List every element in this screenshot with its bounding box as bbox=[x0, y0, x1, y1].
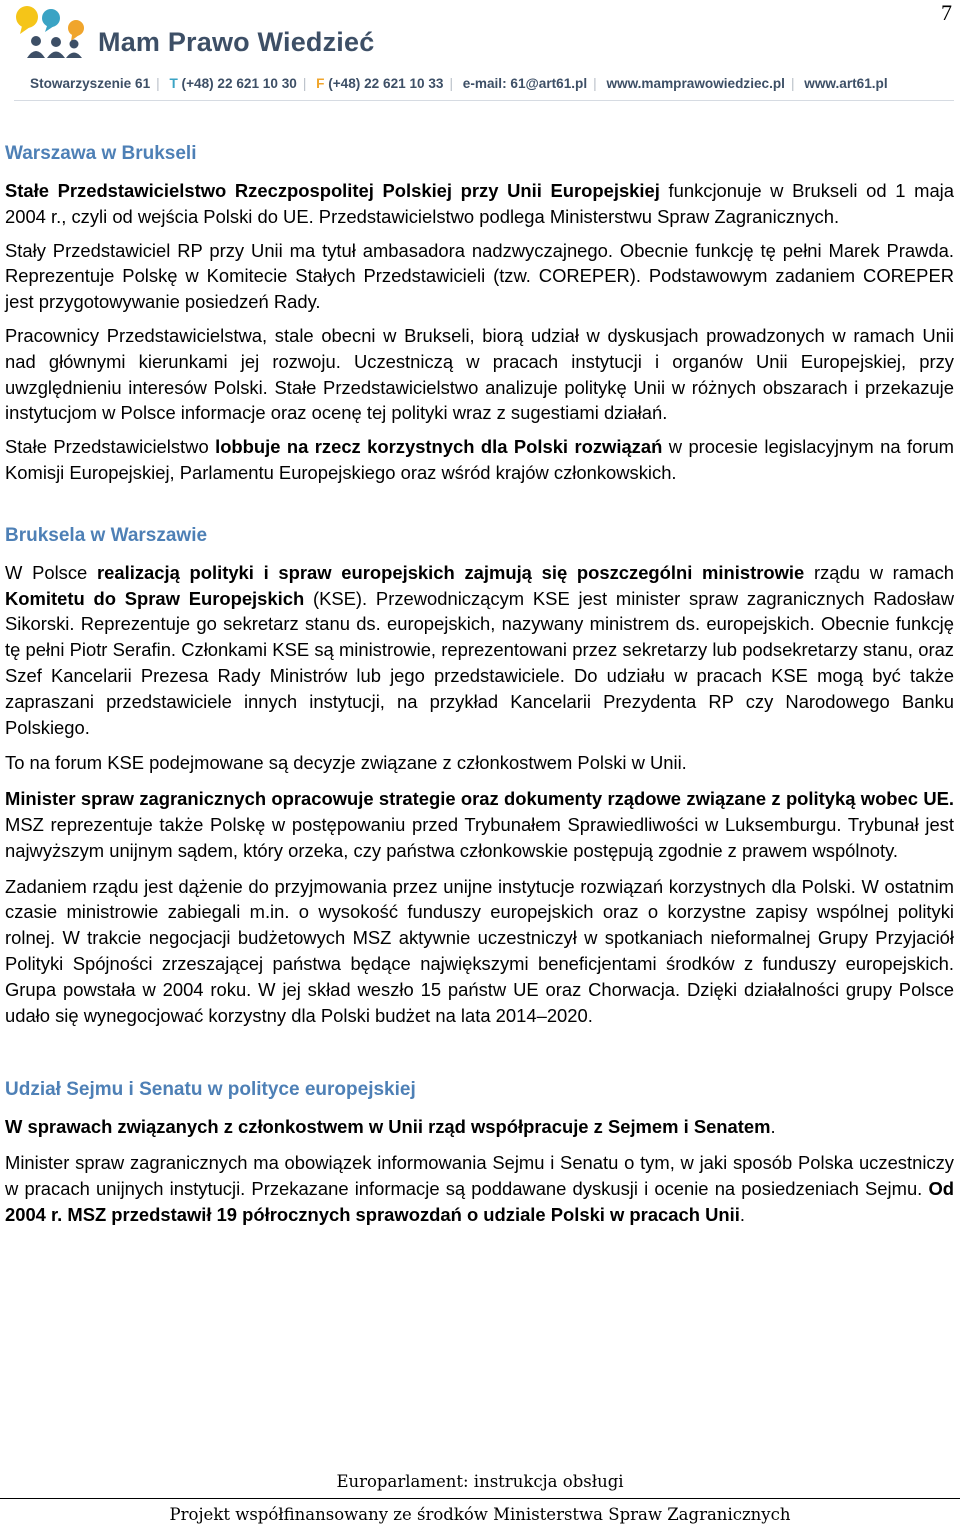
bold-text: Od 2004 r. MSZ przedstawił 19 półrocznych sprawozdań o udziale Polski w pracach Unii bbox=[5, 1177, 954, 1225]
paragraph-text: w procesie legislacyjnym na forum Komisji Europejskiej, Parlamentu Europejskiego oraz wśród krajów członkowskich. bbox=[5, 436, 954, 483]
paragraph-text: Stałe Przedstawicielstwo bbox=[5, 436, 216, 458]
org-name: Stowarzyszenie 61 bbox=[30, 76, 151, 91]
paragraph-text: . bbox=[770, 1116, 776, 1138]
page-number: 7 bbox=[941, 0, 952, 25]
website-link-2[interactable]: www.art61.pl bbox=[804, 76, 888, 91]
paragraph bbox=[5, 434, 954, 486]
website-link-1[interactable]: www.mamprawowiedziec.pl bbox=[606, 76, 785, 91]
bold-text: Stałe Przedstawicielstwo Rzeczpospolitej Polskiej przy Unii Europejskiej bbox=[5, 180, 660, 201]
paragraph: Stały Przedstawiciel RP przy Unii ma tytuł ambasadora nadzwyczajnego. Obecnie funkcję tę pełni Marek Prawda. Reprezentuje Polskę w Komitecie Stałych Przedstawicieli (tzw. COREPER). Podstawowym zadaniem COREPER jest przygotowywanie posiedzeń Rady. bbox=[5, 239, 954, 313]
phone-letter: T bbox=[169, 76, 178, 91]
contact-bar: Stowarzyszenie 61 | T (+48) 22 621 10 30 | F (+48) 22 621 10 33 | e-mail: 61@art61.pl | www.mamprawowiedziec.pl | www.art61.pl bbox=[30, 76, 888, 91]
bold-text: Komitetu do Spraw Europejskich bbox=[5, 587, 305, 609]
fax-letter: F bbox=[316, 76, 325, 91]
paragraph-text: (KSE). Przewodniczącym KSE jest minister spraw zagranicznych Radosław Sikorski. Reprezentuje go sekretarz stanu ds. europejskich, nazywany ministrem ds. europejskich. Obecnie funkcję tę pełni Piotr Serafin. Członkami KSE są ministrowie, reprezentowani przez sekretarzy lub podsekretarzy stanu, oraz Szef Kancelarii Prezesa Rady Ministrów lub jego przedstawiciele. Do udziału w pracach KSE mogą być także zapraszani przedstawiciele innych instytucji, na przykład Kancelarii Prezydenta RP czy Narodowego Banku Polskiego. bbox=[5, 587, 954, 738]
paragraph bbox=[5, 786, 954, 863]
document-body bbox=[5, 140, 954, 1228]
email-link[interactable]: e-mail: 61@art61.pl bbox=[462, 76, 588, 91]
paragraph bbox=[5, 1114, 954, 1140]
mam-prawo-wiedziec-logo bbox=[14, 4, 375, 60]
paragraph bbox=[5, 1150, 954, 1227]
section-heading-warszawa-w-brukseli: Warszawa w Brukseli bbox=[5, 143, 197, 164]
logo-text: Mam Prawo Wiedzieć bbox=[98, 27, 375, 57]
paragraph-text: rządu w ramach bbox=[804, 561, 955, 583]
footer-divider bbox=[0, 1498, 960, 1499]
speech-bubbles-people-icon bbox=[14, 4, 94, 60]
paragraph bbox=[5, 178, 954, 230]
paragraph-text: funkcjonuje w Brukseli od 1 maja 2004 r., czyli od wejścia Polski do UE. Przedstawicielstwo podlega Ministerstwu Spraw Zagranicznych. bbox=[5, 180, 954, 227]
header-divider bbox=[14, 100, 954, 101]
paragraph: To na forum KSE podejmowane są decyzje związane z członkostwem Polski w Unii. bbox=[5, 752, 687, 774]
section-heading-udzial-sejmu-i-senatu: Udział Sejmu i Senatu w polityce europejskiej bbox=[5, 1079, 416, 1101]
paragraph-text: W Polsce bbox=[5, 561, 97, 583]
bold-text: Minister spraw zagranicznych opracowuje strategie oraz dokumenty rządowe związane z polityką wobec UE. bbox=[5, 788, 954, 810]
footer-funding-note: Projekt współfinansowany ze środków Ministerstwa Spraw Zagranicznych bbox=[169, 1505, 791, 1524]
paragraph-text: . bbox=[739, 1203, 745, 1225]
paragraph: Zadaniem rządu jest dążenie do przyjmowania przez unijne instytucje rozwiązań korzystnych dla Polski. W ostatnim czasie ministrowie zabiegali m.in. o wysokość funduszy europejskich oraz o korzystne zapisy wspólnej polityki rolnej. W trakcie negocjacji budżetowych MSZ aktywnie uczestniczył w spotkaniach nieformalnej Grupy Przyjaciół Polityki Spójności zrzeszającej państwa będące największymi beneficjentami środków z funduszy europejskich. Grupa powstała w 2004 roku. W jej skład weszło 15 państw UE oraz Chorwacja. Dzięki działalności grupy Polsce udało się wynegocjować korzystny dla Polski budżet na lata 2014–2020. bbox=[5, 875, 954, 1026]
bold-text: W sprawach związanych z członkostwem w Unii rząd współpracuje z Sejmem i Senatem bbox=[5, 1116, 771, 1138]
section-heading-bruksela-w-warszawie: Bruksela w Warszawie bbox=[5, 524, 208, 546]
bold-text: lobbuje na rzecz korzystnych dla Polski rozwiązań bbox=[215, 436, 663, 458]
paragraph-text: Minister spraw zagranicznych ma obowiązek informowania Sejmu i Senatu o tym, w jaki sposób Polska uczestniczy w pracach unijnych instytucji. Przekazane informacje są poddawane dyskusji i ocenie na posiedzeniach Sejmu. bbox=[5, 1152, 954, 1199]
paragraph: Pracownicy Przedstawicielstwa, stale obecni w Brukseli, biorą udział w dyskusjach prowadzonych w ramach Unii nad głównymi kierunkami jej rozwoju. Uczestniczą w pracach instytucji i organów Unii Europejskiej, przy uwzględnieniu interesów Polski. Stałe Przedstawicielstwo analizuje politykę Unii w różnych obszarach i przekazuje instytucjom w Polsce informacje oraz ocenę tej polityki wraz z sugestiami działań. bbox=[5, 324, 954, 424]
bold-text: realizacją polityki i spraw europejskich zajmują się poszczególni ministrowie bbox=[96, 561, 805, 583]
footer-title: Europarlament: instrukcja obsługi bbox=[336, 1472, 624, 1491]
phone-number: (+48) 22 621 10 30 bbox=[181, 76, 297, 91]
fax-number: (+48) 22 621 10 33 bbox=[328, 76, 444, 91]
paragraph bbox=[5, 560, 954, 741]
paragraph-text: MSZ reprezentuje także Polskę w postępowaniu przed Trybunałem Sprawiedliwości w Luksemburgu. Trybunał jest najwyższym unijnym sądem, który orzeka, czy państwa członkowskie postępują zgodnie z prawem wspólnoty. bbox=[5, 813, 954, 861]
